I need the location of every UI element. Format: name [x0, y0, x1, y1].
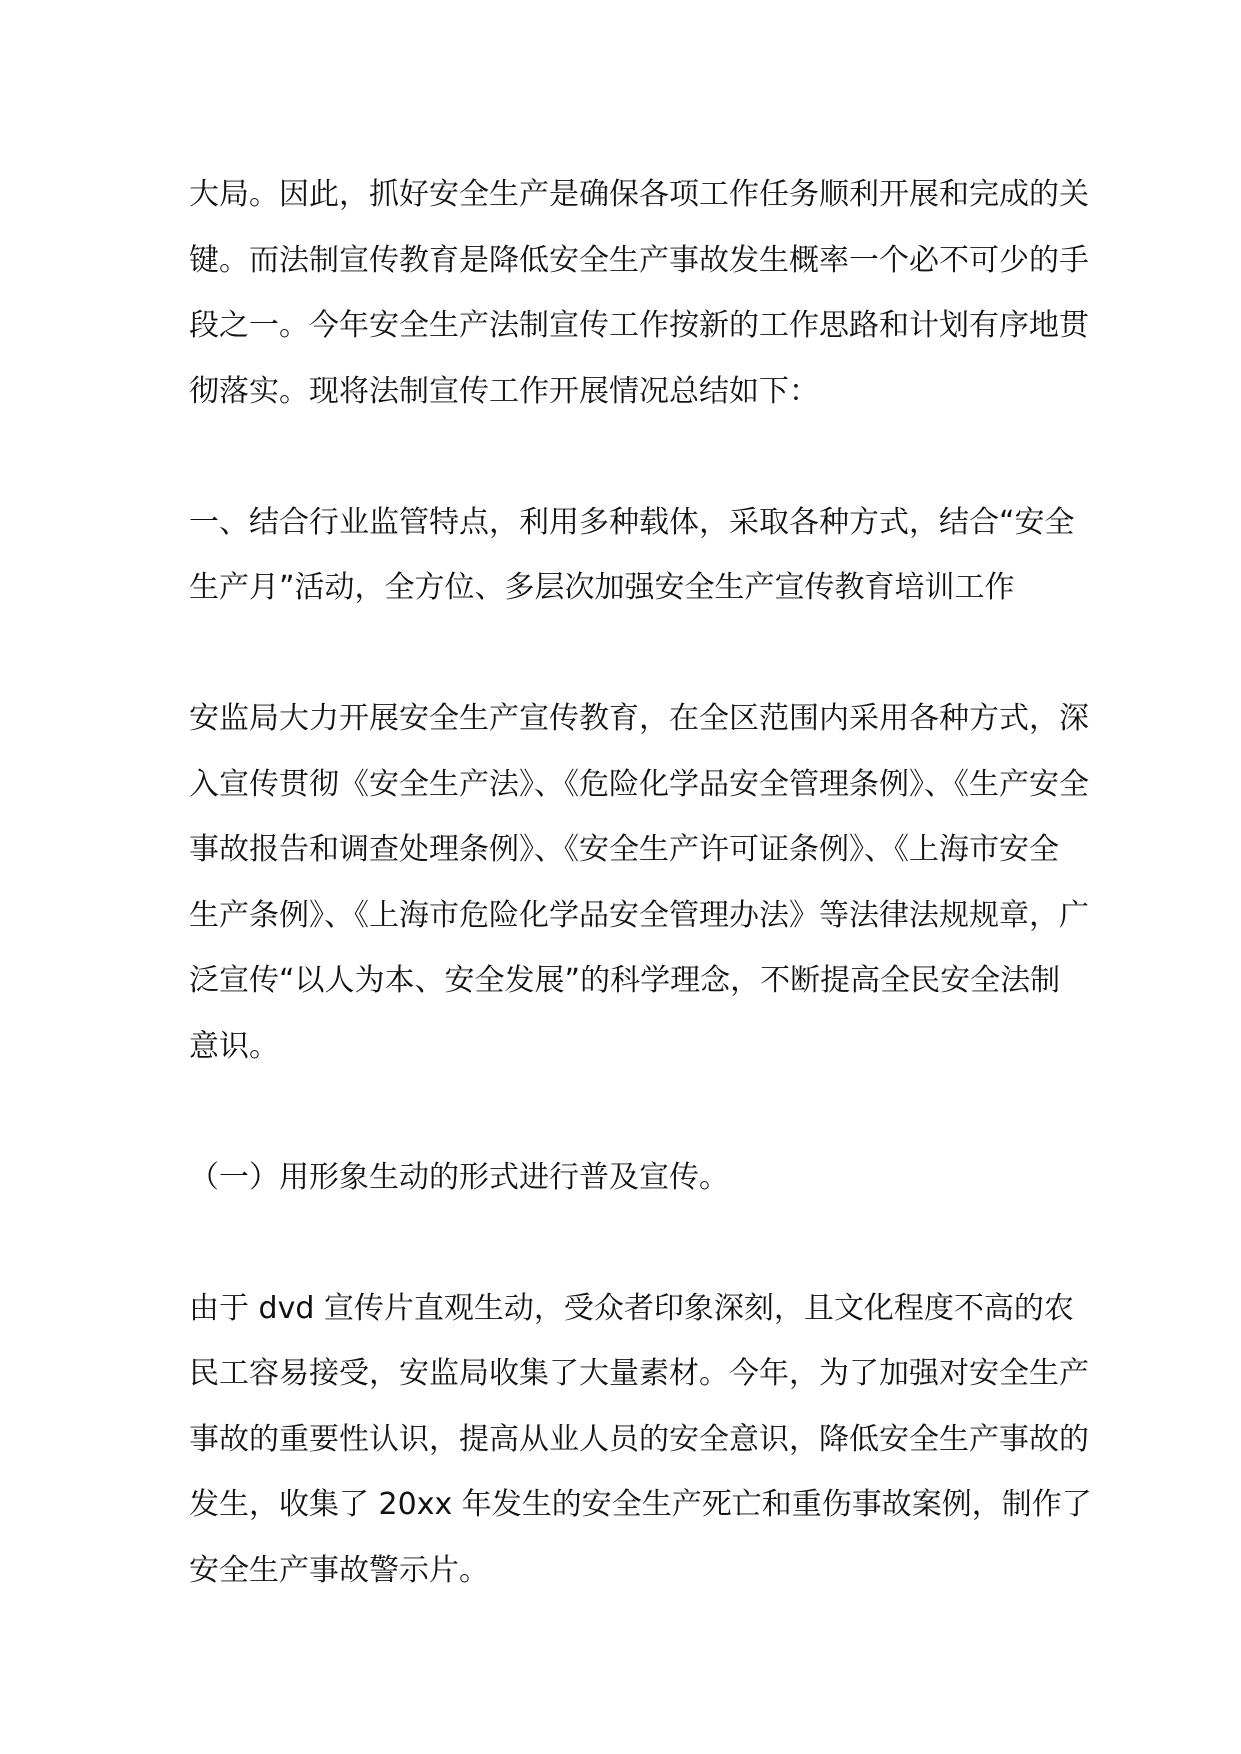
text-line: 入宣传贯彻《安全生产法》、《危险化学品安全管理条例》、《生产安全: [189, 766, 1089, 802]
paragraph-spacer: [189, 424, 1069, 490]
paragraph-spacer: [189, 1210, 1069, 1276]
text-line: 键。而法制宣传教育是降低安全生产事故发生概率一个必不可少的手: [189, 242, 1089, 278]
paragraph-spacer: [189, 1079, 1069, 1145]
text-line: 意识。: [189, 1028, 279, 1064]
text-line: 事故报告和调查处理条例》、《安全生产许可证条例》、《上海市安全: [189, 832, 1059, 867]
document-body: [189, 162, 1092, 1603]
paragraph-section-body: [189, 686, 1089, 1079]
text-line: 民工容易接受，安监局收集了大量素材。今年，为了加强对安全生产: [189, 1356, 1089, 1391]
text-line: 安监局大力开展安全生产宣传教育，在全区范围内采用各种方式，深: [189, 701, 1089, 736]
section-heading: [189, 490, 1075, 621]
text-line: 事故的重要性认识，提高从业人员的安全意识，降低安全生产事故的: [189, 1421, 1089, 1457]
text-line: 生产条例》、《上海市危险化学品安全管理办法》等法律法规规章，广: [189, 897, 1089, 933]
text-line: 大局。因此，抓好安全生产是确保各项工作任务顺利开展和完成的关: [189, 177, 1089, 212]
text-line: 段之一。今年安全生产法制宣传工作按新的工作思路和计划有序地贯: [189, 308, 1089, 343]
text-line: 彻落实。现将法制宣传工作开展情况总结如下：: [189, 373, 819, 409]
text-line: 由于 dvd 宣传片直观生动，受众者印象深刻，且文化程度不高的农: [189, 1290, 1074, 1326]
text-line: 生产月”活动，全方位、多层次加强安全生产宣传教育培训工作: [189, 570, 1015, 605]
paragraph-subsection-body: [189, 1276, 1092, 1604]
subsection-heading: [189, 1145, 1069, 1211]
text-line: （一）用形象生动的形式进行普及宣传。: [189, 1159, 729, 1195]
paragraph-spacer: [189, 621, 1069, 687]
paragraph-intro: [189, 162, 1089, 424]
text-line: 泛宣传“以人为本、安全发展”的科学理念，不断提高全民安全法制: [189, 963, 1061, 998]
text-line: 发生，收集了 20xx 年发生的安全生产死亡和重伤事故案例，制作了: [189, 1487, 1092, 1522]
text-line: 安全生产事故警示片。: [189, 1552, 489, 1588]
text-line: 一、结合行业监管特点，利用多种载体，采取各种方式，结合“安全: [189, 504, 1075, 540]
